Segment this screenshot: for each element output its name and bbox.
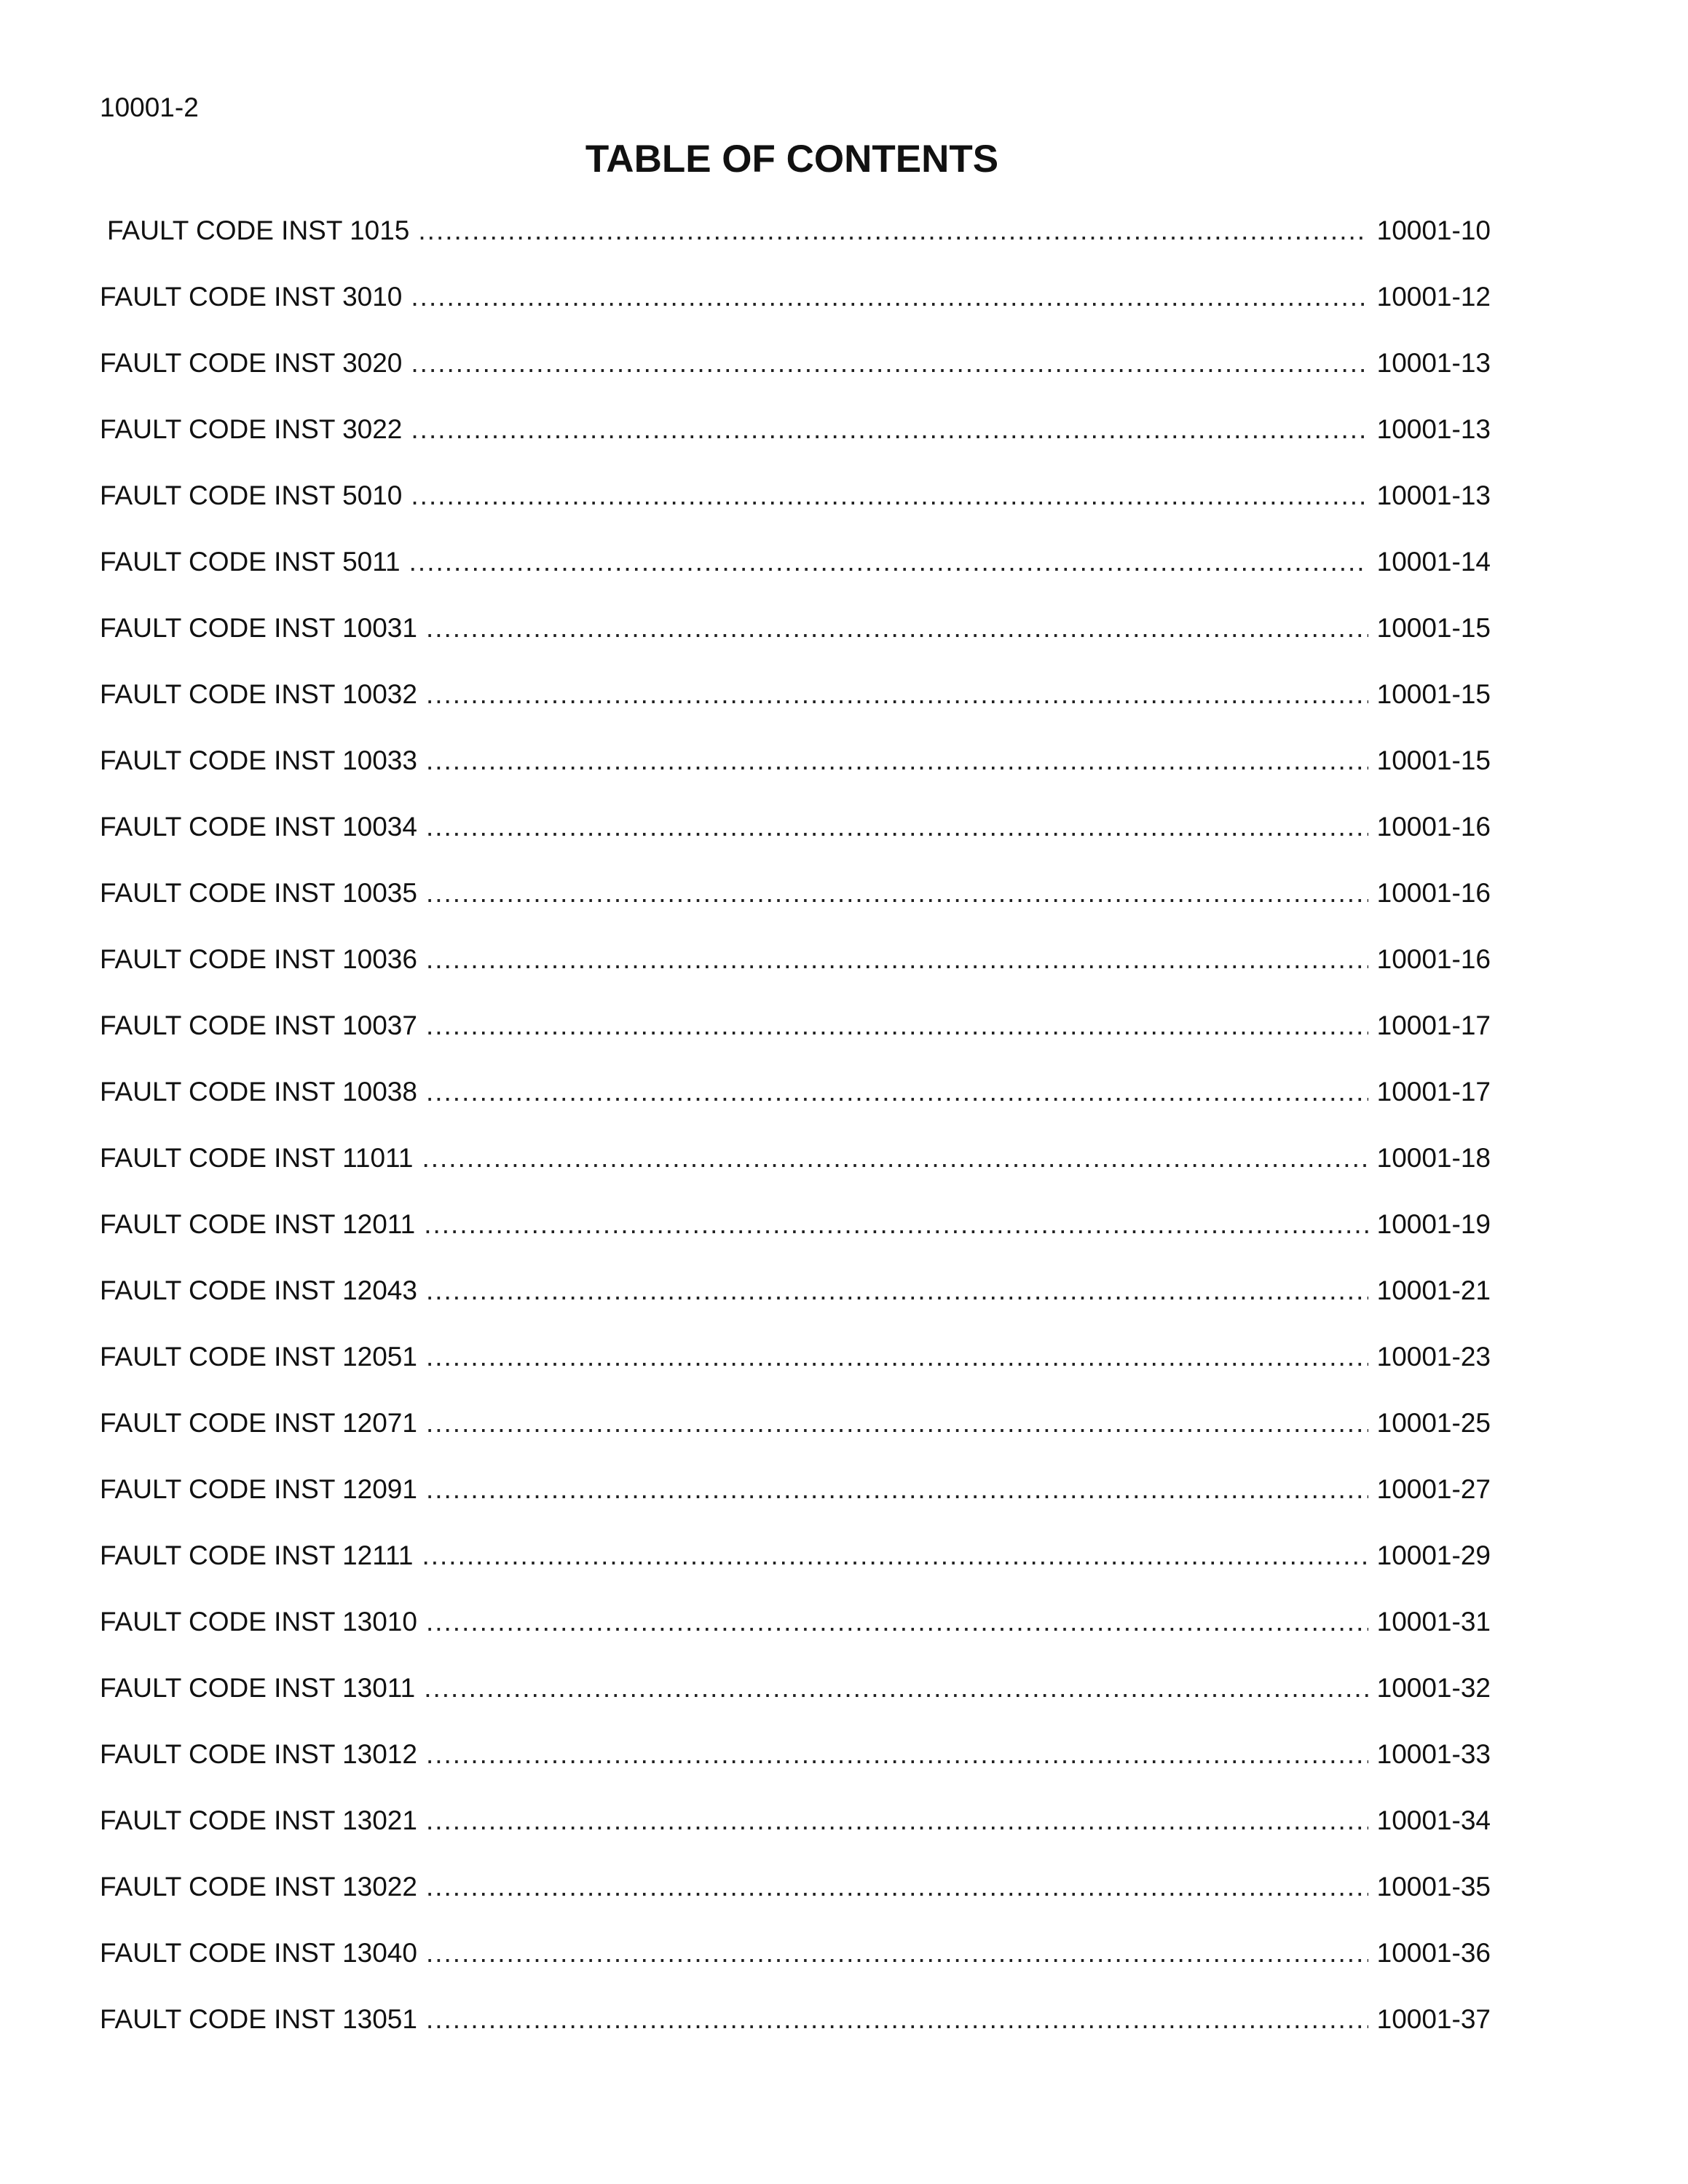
toc-entry[interactable] [100, 877, 1491, 943]
toc-dot-leader [424, 1208, 1368, 1241]
toc-entry[interactable] [100, 1805, 1491, 1871]
toc-dot-leader [426, 1805, 1368, 1837]
toc-dot-leader [411, 414, 1368, 446]
toc-entry[interactable] [100, 1540, 1491, 1606]
toc-entry-label: FAULT CODE INST 3022 [100, 414, 403, 444]
toc-entry[interactable] [100, 612, 1491, 678]
toc-entry-page: 10001-27 [1376, 1474, 1491, 1504]
toc-entry[interactable] [100, 1407, 1491, 1473]
toc-entry-page: 10001-13 [1376, 480, 1491, 510]
toc-entry-label: FAULT CODE INST 11011 [100, 1143, 414, 1173]
toc-entry[interactable] [100, 1937, 1491, 2003]
toc-dot-leader [426, 1738, 1368, 1770]
toc-entry[interactable] [100, 215, 1491, 281]
toc-entry-label: FAULT CODE INST 10034 [100, 812, 417, 842]
toc-entry[interactable] [100, 1871, 1491, 1937]
toc-entry[interactable] [100, 1208, 1491, 1275]
toc-entry-page: 10001-17 [1376, 1077, 1491, 1107]
toc-dot-leader [424, 1672, 1368, 1704]
toc-entry-label: FAULT CODE INST 12091 [100, 1474, 417, 1504]
toc-entry[interactable] [100, 347, 1491, 414]
toc-entry-page: 10001-15 [1376, 679, 1491, 709]
page-number: 10001-2 [100, 92, 199, 122]
toc-dot-leader [411, 281, 1368, 313]
toc-entry[interactable] [100, 1142, 1491, 1208]
toc-dot-leader [426, 1606, 1368, 1638]
toc-entry[interactable] [100, 678, 1491, 745]
toc-entry[interactable] [100, 414, 1491, 480]
toc-entry-label: FAULT CODE INST 5010 [100, 480, 403, 510]
toc-entry-label: FAULT CODE INST 12071 [100, 1408, 417, 1438]
toc-entry-label: FAULT CODE INST 10032 [100, 679, 417, 709]
toc-entry[interactable] [100, 1738, 1491, 1805]
toc-entry-page: 10001-18 [1376, 1143, 1491, 1173]
toc-dot-leader [411, 347, 1368, 379]
toc-entry-page: 10001-16 [1376, 878, 1491, 908]
toc-dot-leader [426, 1473, 1368, 1506]
toc-entry[interactable] [100, 546, 1491, 612]
toc-entry-label: FAULT CODE INST 10035 [100, 878, 417, 908]
toc-dot-leader [409, 546, 1368, 578]
toc-entry[interactable] [100, 1010, 1491, 1076]
toc-entry[interactable] [100, 2003, 1491, 2070]
toc-entry-page: 10001-16 [1376, 812, 1491, 842]
toc-dot-leader [426, 1341, 1368, 1373]
toc-entry[interactable] [100, 1672, 1491, 1738]
toc-entry-label: FAULT CODE INST 3010 [100, 282, 403, 312]
toc-entry-page: 10001-37 [1376, 2004, 1491, 2034]
toc-entry-page: 10001-17 [1376, 1010, 1491, 1040]
toc-dot-leader [426, 678, 1368, 711]
toc-entry-page: 10001-25 [1376, 1408, 1491, 1438]
toc-entry-page: 10001-16 [1376, 944, 1491, 974]
toc-entry[interactable] [100, 1473, 1491, 1540]
toc-entry-label: FAULT CODE INST 10038 [100, 1077, 417, 1107]
toc-entry-label: FAULT CODE INST 13051 [100, 2004, 417, 2034]
toc-dot-leader [426, 811, 1368, 843]
toc-entry-page: 10001-12 [1376, 282, 1491, 312]
toc-entry[interactable] [100, 1341, 1491, 1407]
toc-entry-label: FAULT CODE INST 13012 [100, 1739, 417, 1769]
toc-dot-leader [426, 2003, 1368, 2035]
toc-entry[interactable] [100, 943, 1491, 1010]
toc-entry[interactable] [100, 1606, 1491, 1672]
toc-entry-label: FAULT CODE INST 13021 [100, 1805, 417, 1835]
toc-entry-label: FAULT CODE INST 13011 [100, 1673, 416, 1703]
toc-entry-label: FAULT CODE INST 12111 [100, 1540, 414, 1570]
toc-entry-page: 10001-15 [1376, 745, 1491, 775]
toc-entry-label: FAULT CODE INST 1015 [107, 215, 410, 245]
toc-dot-leader [422, 1540, 1368, 1572]
toc-entry-page: 10001-13 [1376, 348, 1491, 378]
toc-entry-page: 10001-34 [1376, 1805, 1491, 1835]
toc-entry-label: FAULT CODE INST 13010 [100, 1607, 417, 1637]
toc-dot-leader [418, 215, 1368, 247]
toc-entry-page: 10001-21 [1376, 1275, 1491, 1305]
toc-entry-label: FAULT CODE INST 10031 [100, 613, 417, 643]
toc-entry-page: 10001-35 [1376, 1872, 1491, 1902]
toc-entry-label: FAULT CODE INST 12011 [100, 1209, 416, 1239]
toc-dot-leader [426, 1871, 1368, 1903]
page-title: TABLE OF CONTENTS [585, 138, 999, 181]
toc-dot-leader [411, 480, 1368, 512]
toc-entry-label: FAULT CODE INST 13040 [100, 1938, 417, 1968]
toc-entry[interactable] [100, 745, 1491, 811]
toc-entry[interactable] [100, 1275, 1491, 1341]
toc-entry-label: FAULT CODE INST 5011 [100, 547, 401, 577]
toc-dot-leader [426, 943, 1368, 976]
toc-dot-leader [426, 1010, 1368, 1042]
table-of-contents [100, 215, 1491, 2070]
toc-dot-leader [426, 612, 1368, 644]
toc-entry-page: 10001-19 [1376, 1209, 1491, 1239]
toc-entry-page: 10001-14 [1376, 547, 1491, 577]
toc-entry-page: 10001-31 [1376, 1607, 1491, 1637]
toc-entry[interactable] [100, 811, 1491, 877]
toc-dot-leader [426, 877, 1368, 909]
toc-entry-label: FAULT CODE INST 12051 [100, 1342, 417, 1372]
toc-entry-page: 10001-15 [1376, 613, 1491, 643]
toc-dot-leader [426, 1937, 1368, 1969]
toc-entry-page: 10001-32 [1376, 1673, 1491, 1703]
toc-dot-leader [426, 1076, 1368, 1108]
toc-dot-leader [426, 1407, 1368, 1439]
toc-entry-label: FAULT CODE INST 13022 [100, 1872, 417, 1902]
toc-entry-page: 10001-29 [1376, 1540, 1491, 1570]
toc-entry-page: 10001-33 [1376, 1739, 1491, 1769]
toc-entry[interactable] [100, 1076, 1491, 1142]
toc-entry-label: FAULT CODE INST 12043 [100, 1275, 417, 1305]
toc-dot-leader [422, 1142, 1368, 1174]
toc-entry-page: 10001-36 [1376, 1938, 1491, 1968]
toc-dot-leader [426, 1275, 1368, 1307]
toc-entry[interactable] [100, 281, 1491, 347]
toc-entry-label: FAULT CODE INST 10036 [100, 944, 417, 974]
toc-entry-page: 10001-10 [1376, 215, 1491, 245]
toc-dot-leader [426, 745, 1368, 777]
toc-entry[interactable] [100, 480, 1491, 546]
toc-entry-label: FAULT CODE INST 10033 [100, 745, 417, 775]
toc-entry-label: FAULT CODE INST 3020 [100, 348, 403, 378]
toc-entry-page: 10001-13 [1376, 414, 1491, 444]
toc-entry-page: 10001-23 [1376, 1342, 1491, 1372]
toc-entry-label: FAULT CODE INST 10037 [100, 1010, 417, 1040]
